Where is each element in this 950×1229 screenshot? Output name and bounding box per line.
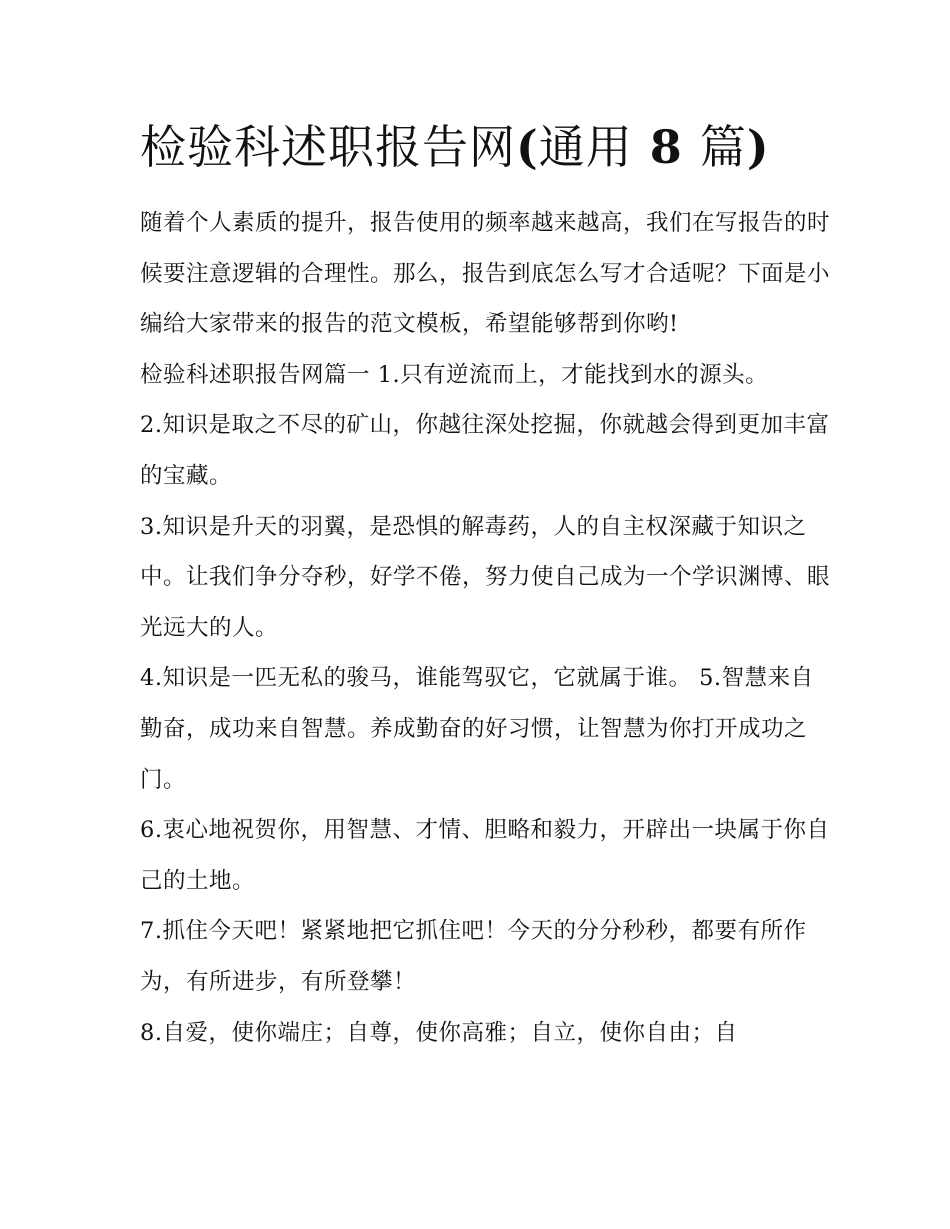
title-paren-open: ( — [516, 120, 539, 174]
intro-paragraph: 随着个人素质的提升，报告使用的频率越来越高，我们在写报告的时候要注意逻辑的合理性。那么，报告到底怎么写才合适呢？下面是小编给大家带来的报告的范文模板，希望能够帮到你哟! — [140, 210, 831, 338]
body-paragraph-6: 7.抓住今天吧！紧紧地把它抓住吧！今天的分分秒秒，都要有所作为，有所进步，有所登攀！ — [140, 918, 807, 995]
title-tail2: 篇 — [699, 120, 747, 174]
title-tail: 通用 — [538, 120, 633, 174]
document-title — [140, 112, 830, 182]
document-page — [140, 112, 830, 1058]
body-paragraph-2: 2.知识是取之不尽的矿山，你越往深处挖掘，你就越会得到更加丰富的宝藏。 — [140, 412, 830, 489]
title-paren-close: ) — [746, 120, 770, 174]
body-paragraph-5: 6.衷心地祝贺你，用智慧、才情、胆略和毅力，开辟出一块属于你自己的土地。 — [140, 817, 830, 894]
body-paragraph-3: 3.知识是升天的羽翼，是恐惧的解毒药，人的自主权深藏于知识之中。让我们争分夺秒，好学不倦，努力使自己成为一个学识渊博、眼光远大的人。 — [140, 513, 831, 641]
body-paragraph-7: 8.自爱，使你端庄；自尊，使你高雅；自立，使你自由；自 — [140, 1019, 738, 1046]
body-paragraph-4: 4.知识是一匹无私的骏马，谁能驾驭它，它就属于谁。 5.智慧来自勤奋，成功来自智慧。养成勤奋的好习惯，让智慧为你打开成功之门。 — [140, 665, 814, 793]
title-number: 8 — [632, 120, 700, 174]
body-paragraph-1: 检验科述职报告网篇一 1.只有逆流而上，才能找到水的源头。 — [140, 361, 769, 388]
title-main: 检验科述职报告网 — [140, 120, 516, 174]
